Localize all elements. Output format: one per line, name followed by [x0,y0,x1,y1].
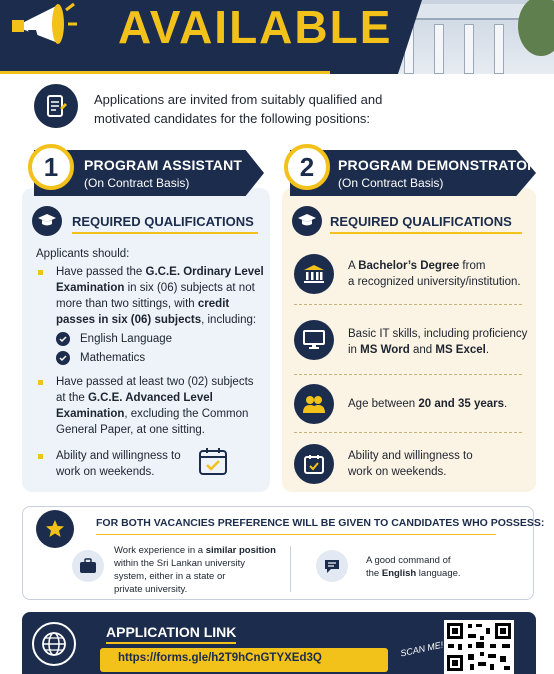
people-icon [294,384,334,424]
req-weekends-text: Ability and willingness to work on weekends. [56,450,181,478]
experience-text: Work experience in a similar position within the Sri Lankan university system, either in a state or private university. [114,545,276,595]
right-qualifications-heading: REQUIRED QUALIFICATIONS [330,214,512,229]
qr-code[interactable] [444,620,514,674]
graduation-cap-icon [32,206,62,236]
page-title: AVAILABLE [118,1,393,53]
bullet-marker [38,454,43,459]
req-al-text: Have passed at least two (02) subjects at the G.C.E. Advanced Level Examination, excluding the Common General Paper, at one sitting. [56,376,254,436]
check-icon [56,351,70,365]
globe-icon [32,622,76,666]
check-icon [56,332,70,346]
age-text: Age between 20 and 35 years. [348,398,508,410]
position-1-title: PROGRAM ASSISTANT [84,157,243,173]
graduation-cap-icon [292,206,322,236]
application-link-title: APPLICATION LINK [106,624,237,640]
req-ol-text: Have passed the G.C.E. Ordinary Level Examination in six (06) subjects at not more than two sittings, with credit passes in six (06) subjects, including: [56,266,264,326]
calendar-check-icon [294,444,334,484]
speech-bubble-icon [316,550,348,582]
degree-text: A Bachelor’s Degree from a recognized university/institution. [348,260,521,288]
preference-title: FOR BOTH VACANCIES PREFERENCE WILL BE GIVEN TO CANDIDATES WHO POSSESS: [96,517,545,529]
applicants-lead: Applicants should: [36,248,130,260]
megaphone-icon [8,0,78,48]
bullet-marker [38,380,43,385]
briefcase-icon [72,550,104,582]
document-icon [34,84,78,128]
university-icon [294,254,334,294]
left-qualifications-heading: REQUIRED QUALIFICATIONS [72,214,254,229]
monitor-icon [294,320,334,360]
english-text: A good command of the English language. [366,555,461,579]
position-2-subtitle: (On Contract Basis) [338,176,444,190]
subject-mathematics: Mathematics [80,352,146,364]
intro-text: Applications are invited from suitably qualified and motivated candidates for the following positions: [94,92,383,126]
position-2-number: 2 [284,144,330,190]
weekends-text: Ability and willingness to work on weekends. [348,450,473,478]
position-1-subtitle: (On Contract Basis) [84,176,190,190]
header-banner [0,0,554,74]
application-url-link[interactable]: https://forms.gle/h2T9hCnGTYXEd3Q [100,648,388,672]
it-skills-text: Basic IT skills, including proficiency in MS Word and MS Excel. [348,328,528,356]
calendar-check-icon [198,446,228,476]
star-icon [36,510,74,548]
position-2-title: PROGRAM DEMONSTRATOR [338,157,538,173]
subject-english: English Language [80,333,173,345]
scan-me-label: SCAN ME! [399,639,445,659]
bullet-marker [38,270,43,275]
position-1-number: 1 [28,144,74,190]
